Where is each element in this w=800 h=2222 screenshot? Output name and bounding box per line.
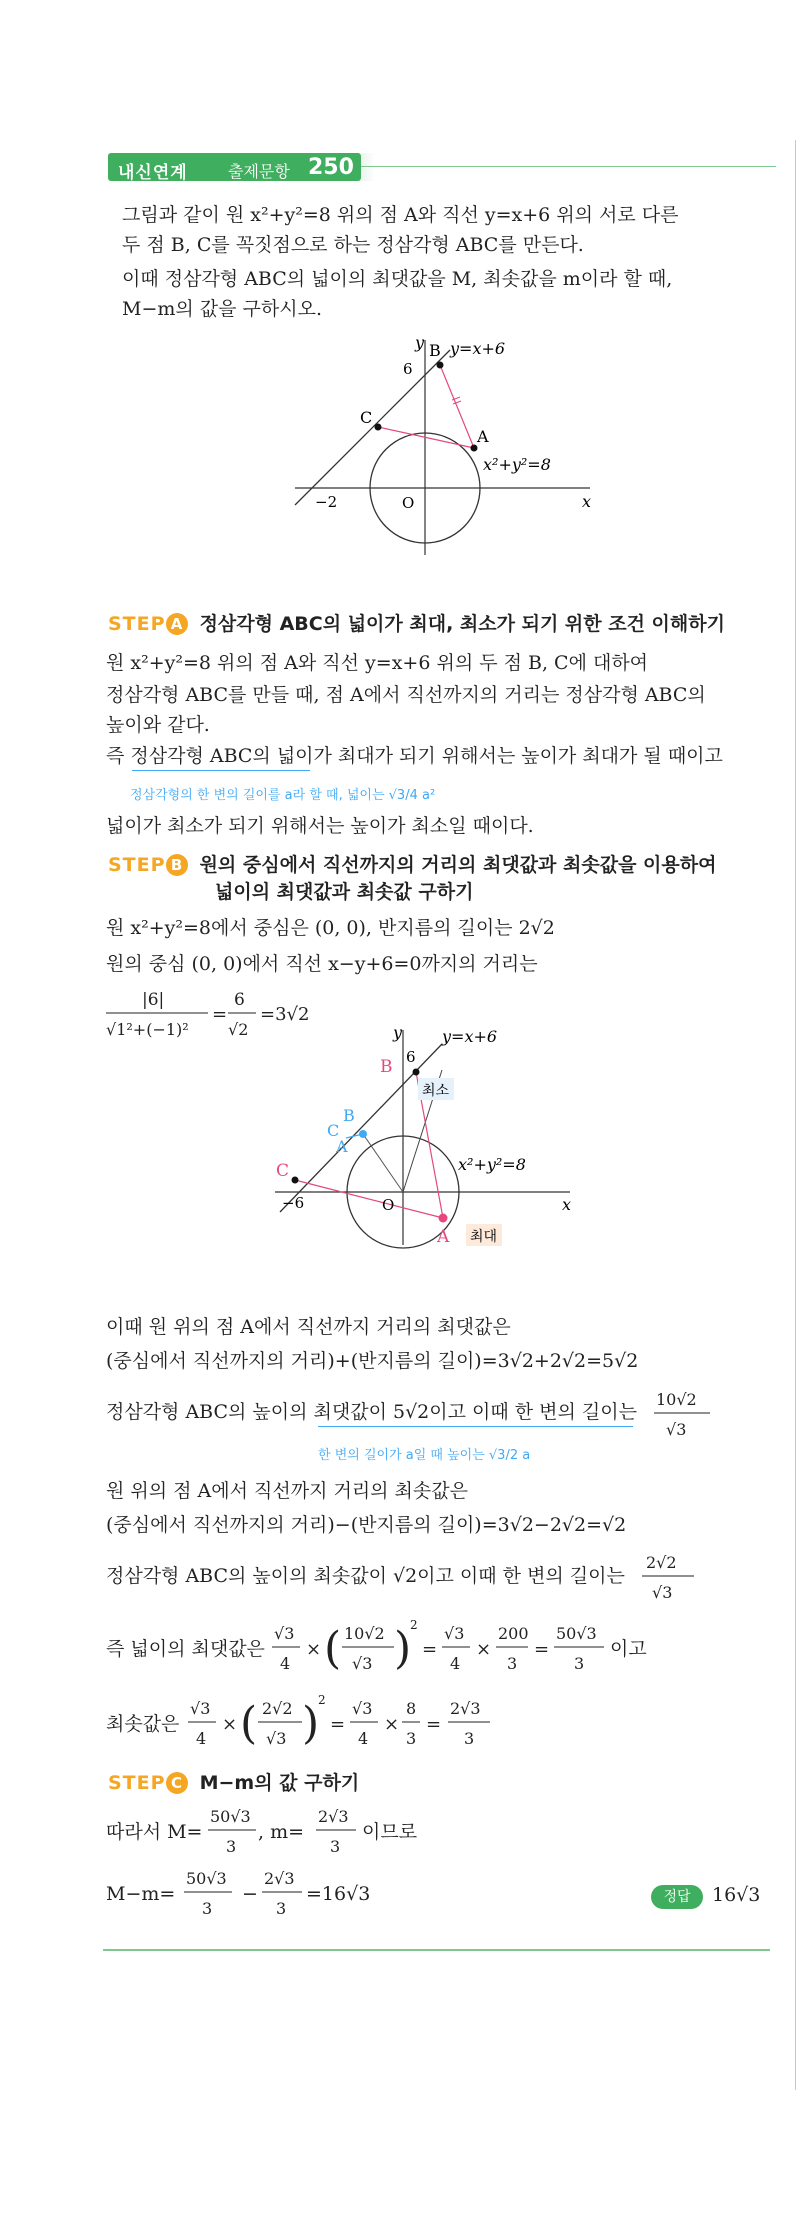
step-c-title: M−m의 값 구하기 [199,1772,360,1794]
fig1-minus2-label: −2 [315,493,338,511]
area-max-pre: 즉 넓이의 최댓값은 [106,1638,265,1660]
step-b-title-2: 넓이의 최댓값과 최솟값 구하기 [215,881,474,903]
area-max-s3b: √3 [444,1624,465,1643]
area-min-f4: 4 [196,1729,207,1748]
fig2-point-a-max [439,1214,448,1223]
area-max-f4: 4 [280,1654,291,1673]
max-line-1: 이때 원 위의 점 A에서 직선까지 거리의 최댓값은 [106,1316,511,1338]
area-max-d1: √3 [352,1654,373,1673]
header-line [361,166,776,167]
figure-2 [270,1020,580,1250]
distance-num2: 6 [234,990,245,1010]
fig2-point-b [413,1069,420,1076]
fig1-circle-label: x²+y²=8 [483,455,551,474]
step-b-heading-2 [215,877,473,904]
fig1-point-b [437,362,444,369]
answer-value: 16√3 [712,1884,761,1906]
min-line-1: 원 위의 점 A에서 직선까지 거리의 최솟값은 [106,1480,468,1502]
header-label: 내신연계 [118,163,188,183]
step-a-line-3: 높이와 같다. [106,714,210,736]
step-c-d1: 3 [226,1837,237,1856]
step-c-line-2 [104,1862,404,1928]
step-b-line-2: 원의 중심 (0, 0)에서 직선 x−y+6=0까지의 거리는 [106,953,538,975]
step-b-circle: B [166,854,188,876]
step-c-circle: C [166,1772,188,1794]
fig1-side-ab [440,365,474,448]
answer-badge: 정답 [651,1885,703,1909]
area-min-n1: 2√2 [262,1699,293,1718]
step-c-mid: , m= [258,1821,305,1843]
area-min-pre: 최솟값은 [106,1713,180,1735]
distance-eq: = [212,1004,228,1025]
min-side-fraction [640,1548,700,1608]
problem-line-4: M−m의 값을 구하시오. [122,298,322,320]
area-max-s3: √3 [274,1624,295,1643]
step-c-diff-n2: 2√3 [264,1869,295,1888]
step-c-diff-pre: M−m= [106,1883,176,1905]
problem-header [108,153,776,181]
distance-den: √1²+(−1)² [106,1020,189,1039]
bottom-rule [103,1949,770,1951]
page-edge-rule [795,140,796,2090]
step-b-heading [108,850,716,877]
fig2-x-label: x [562,1195,572,1214]
fig2-center-to-a [363,1134,403,1192]
area-max-n1: 10√2 [344,1624,385,1643]
area-max-rparen: ) [394,1623,412,1674]
area-min-eq1: = [330,1714,346,1735]
fig2-line-label: y=x+6 [442,1027,498,1046]
header-sub: 출제문항 [228,162,290,181]
step-c-n1: 50√3 [210,1807,251,1826]
fig2-y-label: y [393,1023,403,1042]
problem-line-1: 그림과 같이 원 x²+y²=8 위의 점 A와 직선 y=x+6 위의 서로 다른 [122,204,679,226]
fig2-point-c [292,1177,299,1184]
fig2-a2-label: A [336,1137,348,1156]
area-max-f4b: 4 [450,1654,461,1673]
fig1-tick [453,401,461,404]
problem-line-3: 이때 정삼각형 ABC의 넓이의 최댓값을 M, 최솟값을 m이라 할 때, [122,268,673,290]
area-max-n2: 200 [498,1624,529,1643]
fig2-max-label: 최대 [470,1229,498,1245]
area-max-post: 이고 [610,1638,647,1660]
step-c-d2: 3 [330,1837,341,1856]
fig1-side-ac [378,427,474,448]
area-min-lparen: ( [240,1698,258,1749]
area-min-d2: 3 [406,1729,417,1748]
step-a-line-1: 원 x²+y²=8 위의 점 A와 직선 y=x+6 위의 두 점 B, C에 대하여 [106,652,649,674]
distance-den2: √2 [228,1020,249,1039]
fig2-max-side-ac [295,1180,443,1218]
step-c-diff-d2: 3 [276,1899,287,1918]
fig1-b-label: B [429,341,441,360]
area-max-square: 2 [410,1618,418,1632]
fig1-point-c [375,424,382,431]
fig2-c2-label: C [327,1121,340,1140]
step-a-line-5: 넓이가 최소가 되기 위해서는 높이가 최소일 때이다. [106,815,534,837]
fig1-y-label: y [415,333,425,352]
area-min-rparen: ) [302,1698,320,1749]
distance-num: |6| [142,990,165,1010]
step-a-circle: A [166,613,188,635]
step-c-m-pre: 따라서 M= [106,1821,203,1843]
max-line-3: 정삼각형 ABC의 높이의 최댓값이 5√2이고 이때 한 변의 길이는 [106,1401,637,1423]
max-side-num: 10√2 [656,1390,697,1409]
area-min-f4b: 4 [358,1729,369,1748]
area-min-times: × [222,1714,238,1735]
fig1-x-label: x [582,492,592,511]
fig1-line [295,350,450,505]
figure-1 [290,330,600,560]
area-max-formula [104,1615,664,1685]
header-fade [361,153,375,181]
step-c-minus: − [242,1883,258,1905]
area-max-eq2: = [534,1639,550,1660]
fig2-b-label: B [380,1057,393,1077]
area-max-eq1: = [422,1639,438,1660]
max-side-fraction [652,1385,716,1445]
min-side-den: √3 [652,1583,673,1602]
fig1-origin-label: O [402,494,415,512]
fig2-c-label: C [276,1161,290,1181]
area-min-n2: 8 [406,1699,417,1718]
step-c-post: 이므로 [362,1821,418,1843]
step-c-result: =16√3 [306,1883,371,1905]
step-b-title-1: 원의 중심에서 직선까지의 거리의 최댓값과 최솟값을 이용하여 [199,854,717,876]
step-a-line-4: 즉 정삼각형 ABC의 넓이가 최대가 되기 위해서는 높이가 최대가 될 때이고 [106,745,723,767]
area-max-n3: 50√3 [556,1624,597,1643]
step-a-underline [132,770,310,771]
area-max-d3: 3 [574,1654,585,1673]
distance-result: =3√2 [260,1004,310,1025]
fig2-origin-label: O [382,1196,395,1214]
step-c-line-1 [104,1800,504,1866]
fig2-b2-label: B [343,1106,355,1125]
area-min-formula [104,1690,504,1760]
area-max-lparen: ( [324,1623,342,1674]
step-a-heading [108,609,725,636]
step-c-n2: 2√3 [318,1807,349,1826]
problem-number: 250 [308,155,354,180]
fig2-min-label: 최소 [422,1083,450,1099]
max-line-2: (중심에서 직선까지의 거리)+(반지름의 길이)=3√2+2√2=5√2 [106,1350,639,1372]
area-min-d1: √3 [266,1729,287,1748]
fig2-six-label: 6 [406,1048,416,1066]
min-line-3: 정삼각형 ABC의 높이의 최솟값이 √2이고 이때 한 변의 길이는 [106,1565,625,1587]
fig1-c-label: C [360,408,373,427]
min-side-num: 2√2 [646,1553,677,1572]
step-c-heading [108,1768,359,1795]
fig1-six-label: 6 [403,360,413,378]
fig1-line-label: y=x+6 [450,339,506,358]
area-max-d2: 3 [507,1654,518,1673]
max-underline [318,1426,633,1427]
fig2-circle-label: x²+y²=8 [458,1155,526,1174]
fig2-a-label: A [437,1227,450,1247]
area-max-times2: × [476,1639,492,1660]
area-min-eq2: = [426,1714,442,1735]
area-min-d3: 3 [464,1729,475,1748]
step-c-diff-d1: 3 [202,1899,213,1918]
area-min-times2: × [384,1714,400,1735]
fig2-point-a-min [359,1130,367,1138]
step-c-diff-n1: 50√3 [186,1869,227,1888]
step-a-note: 정삼각형의 한 변의 길이를 a라 할 때, 넓이는 √3/4 a² [130,788,436,803]
max-side-den: √3 [666,1420,687,1439]
step-b-label: STEP [108,854,166,876]
step-a-title: 정삼각형 ABC의 넓이가 최대, 최소가 되기 위한 조건 이해하기 [199,613,725,635]
step-b-line-1: 원 x²+y²=8에서 중심은 (0, 0), 반지름의 길이는 2√2 [106,917,555,939]
problem-line-2: 두 점 B, C를 꼭짓점으로 하는 정삼각형 ABC를 만든다. [122,234,584,256]
area-max-times: × [306,1639,322,1660]
area-min-n3: 2√3 [450,1699,481,1718]
area-min-s3b: √3 [352,1699,373,1718]
area-min-s3: √3 [190,1699,211,1718]
step-a-line-2: 정삼각형 ABC를 만들 때, 점 A에서 직선까지의 거리는 정삼각형 ABC의 [106,684,706,706]
step-a-label: STEP [108,613,166,635]
header-badge [108,153,361,181]
fig1-a-label: A [477,427,489,446]
area-min-square: 2 [318,1693,326,1707]
max-note: 한 변의 길이가 a일 때 높이는 √3/2 a [318,1448,531,1463]
min-line-2: (중심에서 직선까지의 거리)−(반지름의 길이)=3√2−2√2=√2 [106,1514,627,1536]
step-c-label: STEP [108,1772,166,1794]
fig2-minus6-label: −6 [282,1194,305,1212]
